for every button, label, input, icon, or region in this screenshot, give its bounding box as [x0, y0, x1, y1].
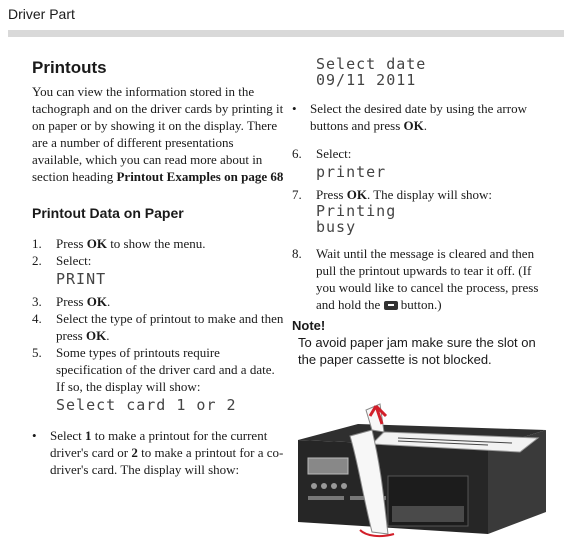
device-button	[321, 483, 327, 489]
device-display	[308, 458, 348, 474]
lcd-date-value: 09/11 2011	[316, 71, 417, 89]
step-4: 4. Select the type of printout to make and then press OK.	[32, 311, 284, 343]
lcd-printing: Printing	[316, 202, 397, 220]
bullet-select-card: • Select 1 to make a printout for the current driver's card or 2 to make a printout for a co-driver's card. The display will show:	[32, 428, 284, 477]
device-button	[341, 483, 347, 489]
paper-heading: Printout Data on Paper	[32, 205, 184, 221]
step-8: 8. Wait until the message is cleared and then pull the printout upwards to tear it off. (If you would like to cancel the process, press and hold the button.)	[292, 246, 539, 312]
step-7: 7. Press OK. The display will show:	[292, 187, 492, 202]
bullet-select-date: • Select the desired date by using the arrow buttons and press OK.	[292, 101, 527, 133]
printouts-heading: Printouts	[32, 58, 107, 77]
left-column	[32, 58, 286, 478]
lcd-print: PRINT	[56, 270, 107, 288]
lcd-busy: busy	[316, 218, 357, 236]
printouts-intro: You can view the information stored in the tachograph and on the driver cards by printing it on paper or by showing it on the display. There are a number of different presentations available, which you can read more about in section heading Printout Examples on page 68	[32, 84, 284, 184]
step-2: 2. Select:	[32, 253, 92, 268]
note-text: To avoid paper jam make sure the slot on the paper cassette is not blocked.	[298, 335, 536, 367]
device-button	[311, 483, 317, 489]
lcd-select-card: Select card 1 or 2	[56, 396, 237, 414]
section-header: Driver Part	[8, 6, 75, 22]
note-heading: Note!	[292, 318, 326, 333]
step-1: 1. Press OK to show the menu.	[32, 236, 206, 251]
step-3: 3. Press OK.	[32, 294, 111, 309]
printout-examples-ref: Printout Examples	[116, 169, 221, 184]
cassette-handle	[392, 506, 464, 522]
card-slot	[308, 496, 344, 500]
device-button	[331, 483, 337, 489]
right-column	[292, 56, 554, 368]
eject-button-icon	[384, 301, 398, 310]
tachograph-printout-illustration	[288, 402, 558, 550]
step-5: 5. Some types of printouts require specification of the driver card and a date. If so, the display will show:	[32, 345, 275, 394]
header-rule	[8, 30, 564, 37]
step-6: 6. Select:	[292, 146, 352, 161]
lcd-select-date: Select date	[316, 55, 427, 73]
lcd-printer: printer	[316, 163, 387, 181]
